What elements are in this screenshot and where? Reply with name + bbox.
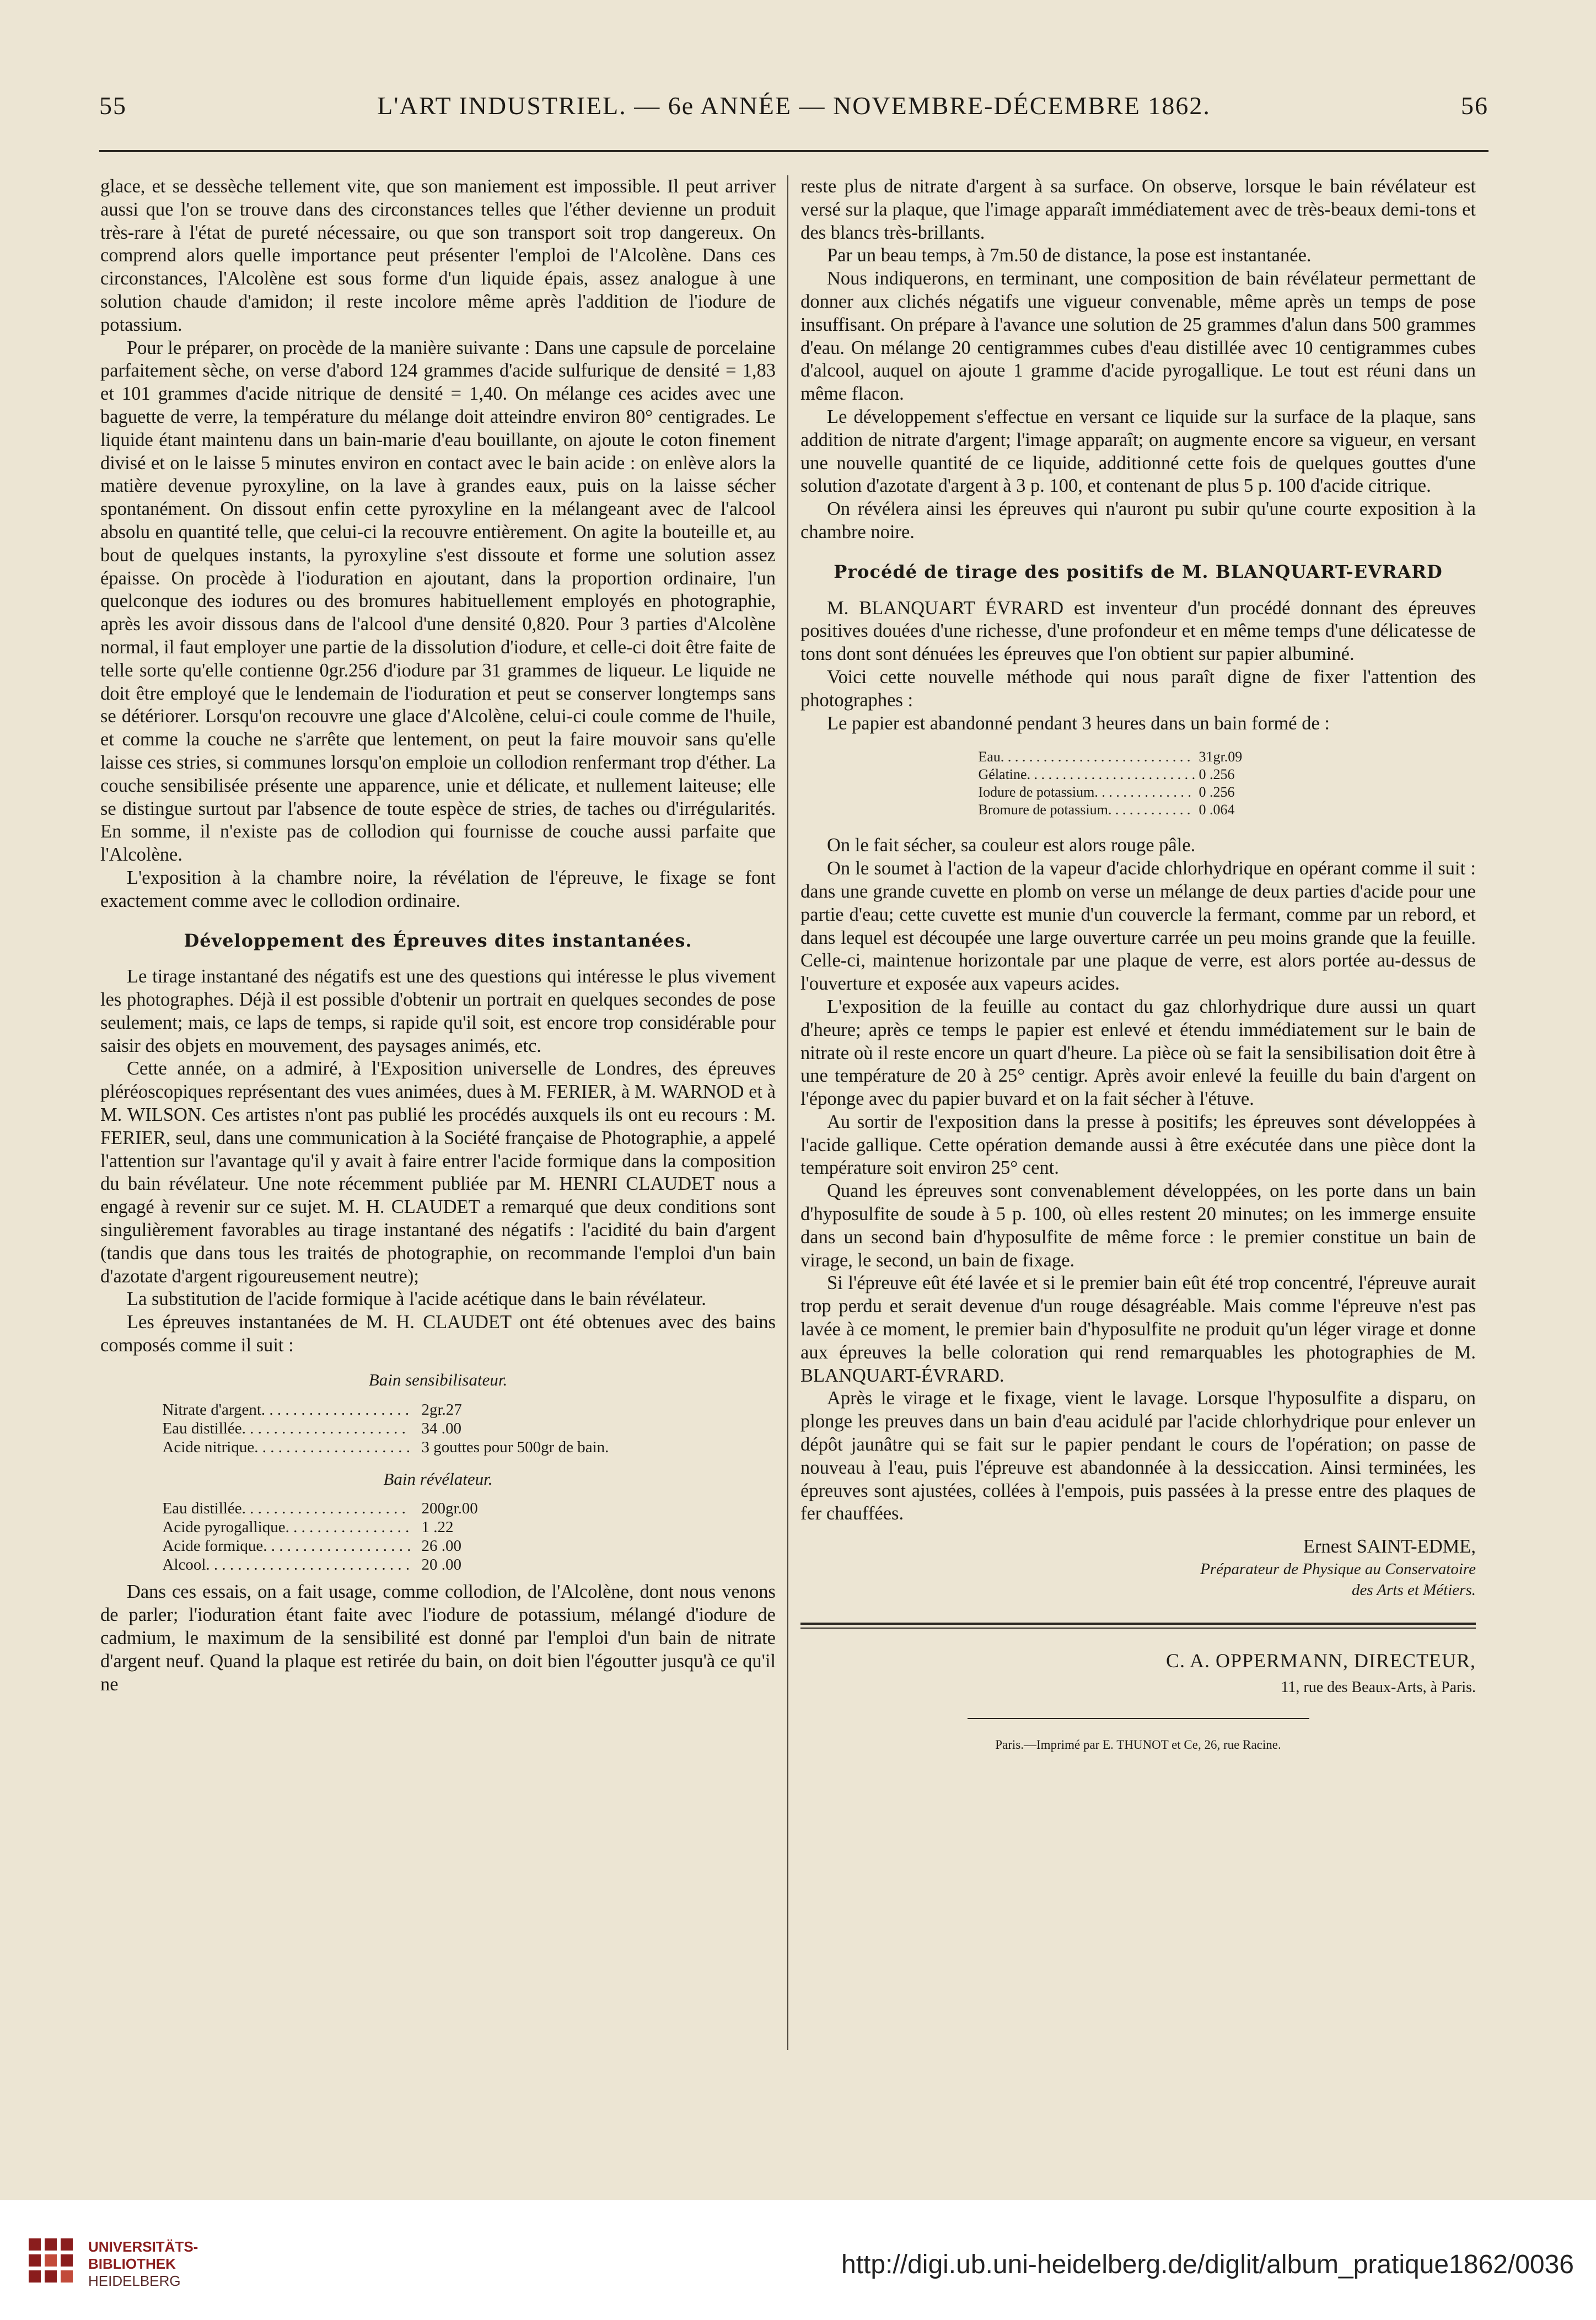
paragraph: Si l'épreuve eût été lavée et si le premier bain eût été trop concentré, l'épreuve aurait trop perdu et serait devenue d'un rouge désagréable. Mais comme l'épreuve n'est pas lavée à ce moment, le premier bain d'hyposulfite ne produit qu'un léger virage et donne aux épreuves la belle coloration qui rend remarquables les photographies de M. BLANQUART-ÉVRARD. [800, 1272, 1476, 1386]
author-name: Ernest SAINT-EDME, [1303, 1536, 1476, 1558]
rule [968, 1718, 1309, 1719]
recipe-title: Bain sensibilisateur. [368, 1370, 508, 1389]
recipe-row: Gélatine. . . . . . . . . . . . . . . . . . . . . . . . 0 .256 [978, 766, 1235, 783]
author-role: Préparateur de Physique au Conservatoire [1200, 1560, 1476, 1578]
column-divider [787, 175, 788, 2050]
recipe-table [163, 1400, 714, 1457]
paragraph: Dans ces essais, on a fait usage, comme collodion, de l'Alcolène, dont nous venons de parler; l'ioduration étant faite avec l'iodure de potassium, mélangé d'iodure de cadmium, le maximum de la sensibilité est donné par l'emploi d'un bain de nitrate d'argent neuf. Quand la plaque est retirée du bain, on doit bien l'égoutter jusqu'à ce qu'il ne [100, 1581, 776, 1695]
digitization-footer [0, 2200, 1596, 2320]
paragraph: reste plus de nitrate d'argent à sa surface. On observe, lorsque le bain révélateur est versé sur la plaque, que l'image apparaît immédiatement avec de très-beaux demi-tons et des blancs très-brillants. [800, 176, 1476, 243]
printer-line: Paris.—Imprimé par E. THUNOT et Ce, 26, rue Racine. [995, 1737, 1281, 1752]
paragraph: glace, et se dessèche tellement vite, que son maniement est impossible. Il peut arriver aussi que l'on se trouve dans des circonstances telles que l'éther devienne un produit très-rare à l'état de pureté nécessaire, ou que son transport soit trop dangereux. On comprend alors quelle importance peut présenter l'emploi de l'Alcolène. Dans ces circonstances, l'Alcolène est sous forme d'un liquide épais, assez analogue à une solution chaude d'amidon; il reste incolore même après l'addition de l'iodure de potassium. [100, 176, 776, 335]
paragraph: Cette année, on a admiré, à l'Exposition universelle de Londres, des épreuves pléréoscopiques représentant des vues animées, dues à M. FERIER, à M. WARNOD et à M. WILSON. Ces artistes n'ont pas publié les procédés auxquels ils ont eu recours : M. FERIER, seul, dans une communication à la Société française de Photographie, a appelé l'attention sur l'avantage qu'il y avait à faire entrer l'acide formique dans la composition du bain révélateur. Une note récemment publiée par M. HENRI CLAUDET nous a engagé à revenir sur ce sujet. M. H. CLAUDET a remarqué que deux conditions sont singulièrement favorables au tirage instantané des négatifs : l'acidité du bain d'argent (tandis que dans tous les traités de photographie, on recommande l'emploi d'un bain d'azotate d'argent rigoureusement neutre); [100, 1058, 776, 1287]
paragraph: Le développement s'effectue en versant ce liquide sur la surface de la plaque, sans addition de nitrate d'argent; l'image apparaît; on augmente encore sa vigueur, en versant une nouvelle quantité de ce liquide, additionné cette fois de quelques gouttes d'une solution d'azotate d'argent à 3 p. 100, et contenant de plus 5 p. 100 d'acide citrique. [800, 406, 1476, 497]
paragraph: Après le virage et le fixage, vient le lavage. Lorsque l'hyposulfite a disparu, on plonge les preuves dans un bain d'eau acidulé par l'acide chlorhydrique pour enlever un dépôt jaunâtre qui se fait sur le papier pendant le cours de l'opération; on passe de nouveau à l'eau, puis l'épreuve est abandonnée à la dessiccation. Ainsi terminées, les épreuves sont ajustées, collées à l'empois, puis passées à la presse entre des plaques de fer chauffées. [800, 1388, 1476, 1524]
signature-block [800, 1535, 1476, 1601]
paragraph: L'exposition à la chambre noire, la révélation de l'épreuve, le fixage se font exactement comme avec le collodion ordinaire. [100, 867, 776, 911]
double-rule [800, 1623, 1476, 1629]
recipe-row: Eau distillée. . . . . . . . . . . . . . . . . . . . . 34 .00 [162, 1419, 461, 1437]
recipe-title: Bain révélateur. [383, 1469, 493, 1489]
recipe-table [896, 748, 1381, 819]
paragraph: Nous indiquerons, en terminant, une composition de bain révélateur permettant de donner aux clichés négatifs une vigueur convenable, même après un temps de pose insuffisant. On prépare à l'avance une solution de 25 grammes d'alun dans 500 grammes d'eau. On mélange 20 centigrammes cubes d'eau distillée avec 10 centigrammes cubes d'alcool, auquel on ajoute 1 gramme d'acide pyrogallique. Le tout est réuni dans un même flacon. [800, 268, 1476, 405]
right-column [800, 175, 1476, 1756]
recipe-table [163, 1499, 714, 1574]
paragraph: Au sortir de l'exposition dans la presse à positifs; les épreuves sont développées à l'acide gallique. Cette opération demande aussi à être exécutée dans une pièce dont la température soit environ 25° cent. [800, 1111, 1476, 1179]
recipe-row: Iodure de potassium. . . . . . . . . . . . . . 0 .256 [978, 784, 1235, 801]
publisher-address: 11, rue des Beaux-Arts, à Paris. [1281, 1678, 1476, 1696]
page-number-right: 56 [1461, 92, 1488, 120]
recipe-row: Acide nitrique. . . . . . . . . . . . . . . . . . . . 3 gouttes pour 500gr de bain. [162, 1438, 609, 1456]
paragraph: On révélera ainsi les épreuves qui n'auront pu subir qu'une courte exposition à la chambre noire. [800, 498, 1476, 543]
running-header [99, 91, 1488, 130]
paragraph: La substitution de l'acide formique à l'acide acétique dans le bain révélateur. [127, 1288, 706, 1310]
recipe-row: Nitrate d'argent. . . . . . . . . . . . . . . . . . . 2gr.27 [162, 1400, 462, 1419]
recipe-row: Eau distillée. . . . . . . . . . . . . . . . . . . . . 200gr.00 [162, 1500, 478, 1518]
publisher-name: C. A. OPPERMANN, DIRECTEUR, [1165, 1650, 1476, 1672]
paragraph: L'exposition de la feuille au contact du gaz chlorhydrique dure aussi un quart d'heure; après ce temps le papier est enlevé et étendu immédiatement sur le bain de nitrate où il reste encore un quart d'heure. La pièce où se fait la sensibilisation doit être à une température de 20 à 25° centigr. Après avoir enlevé la feuille du bain d'argent on l'éponge avec du papier buvard et on la fait sécher à l'étuve. [800, 996, 1476, 1110]
university-library-logo-icon [23, 2233, 78, 2288]
source-url-link[interactable]: http://digi.ub.uni-heidelberg.de/diglit/album_pratique1862/0036 [841, 2250, 1574, 2279]
paragraph: Le papier est abandonné pendant 3 heures dans un bain formé de : [827, 712, 1330, 734]
paragraph: On le fait sécher, sa couleur est alors rouge pâle. [827, 835, 1196, 856]
header-rule [99, 150, 1488, 152]
author-role: des Arts et Métiers. [1352, 1581, 1476, 1599]
recipe-row: Acide formique. . . . . . . . . . . . . . . . . . . 26 .00 [162, 1537, 461, 1555]
paragraph: Par un beau temps, à 7m.50 de distance, la pose est instantanée. [827, 245, 1312, 266]
paragraph: Pour le préparer, on procède de la manière suivante : Dans une capsule de porcelaine parfaitement sèche, on verse d'abord 124 grammes d'acide sulfurique de densité = 1,83 et 101 grammes d'acide nitrique de densité = 1,40. On mélange ces acides avec une baguette de verre, la température du mélange doit atteindre environ 80° centigrades. Le liquide étant maintenu dans un bain-marie d'eau bouillante, on ajoute le coton finement divisé et on le laisse 5 minutes environ en contact avec le bain acide : on enlève alors la matière devenue pyroxyline, on la lave à grandes eaux, puis on la laisse sécher spontanément. On dissout enfin cette pyroxyline en la mélangeant avec de l'alcool absolu en quantité telle, que celui-ci la recouvre entièrement. On agite la bouteille et, au bout de quelques instants, la pyroxyline s'est dissoute et forme une solution assez épaisse. On procède à l'ioduration en ajoutant, dans la proportion ordinaire, l'un quelconque des iodures ou des bromures habituellement employés en photographie, après les avoir dissous dans de l'alcool d'une densité 0,820. Pour 3 parties d'Alcolène normal, il faut employer une partie de la dissolution d'iodure, et celle-ci doit être faite de telle sorte qu'elle contienne 0gr.256 d'iodure par 31 grammes de liqueur. Le liquide ne doit être employé que le lendemain de l'ioduration et peut se conserver longtemps sans se détériorer. Lorsqu'on recouvre une glace d'Alcolène, celui-ci coule comme de l'huile, et comme la couche ne s'arrête que lentement, on peut la faire mouvoir sans qu'elle laisse ces stries, si communes lorsqu'on emploie un collodion renfermant trop d'éther. La couche sensibilisée présente une apparence, unie et délicate, et nullement laiteuse; elle se distingue surtout par l'absence de toute espèce de stries, de taches ou d'irrégularités. En somme, il n'existe pas de collodion qui fournisse de couche aussi parfaite que l'Alcolène. [100, 337, 776, 866]
recipe-row: Acide pyrogallique. . . . . . . . . . . . . . . . 1 .22 [162, 1518, 454, 1537]
running-title: L'ART INDUSTRIEL. — 6e ANNÉE — NOVEMBRE-DÉCEMBRE 1862. [377, 92, 1211, 120]
paragraph: On le soumet à l'action de la vapeur d'acide chlorhydrique en opérant comme il suit : dans une grande cuvette en plomb on verse un mélange de deux parties d'acide pour une partie d'eau; cette cuvette est munie d'un couvercle la fermant, comme par un rebord, et dans lequel est découpée une large ouverture carrée un peu moins grande que la feuille. Celle-ci, maintenue horizontale par une plaque de verre, est alors portée au-dessus de l'ouverture et exposée aux vapeurs acides. [800, 858, 1476, 995]
paragraph: Les épreuves instantanées de M. H. CLAUDET ont été obtenues avec des bains composés comme il suit : [100, 1312, 776, 1356]
recipe-row: Eau. . . . . . . . . . . . . . . . . . . . . . . . . . . 31gr.09 [978, 749, 1243, 765]
left-column [100, 175, 776, 1696]
page-number-left: 55 [99, 92, 127, 120]
paragraph: Le tirage instantané des négatifs est une des questions qui intéresse le plus vivement les photographes. Déjà il est possible d'obtenir un portrait en quelques secondes de pose seulement; mais, ce laps de temps, si rapide qu'il soit, est encore trop considérable pour saisir des objets en mouvement, des paysages animés, etc. [100, 966, 776, 1056]
section-title: Procédé de tirage des positifs de M. BLANQUART-EVRARD [834, 561, 1443, 582]
library-name: UNIVERSITÄTS- BIBLIOTHEK HEIDELBERG [88, 2238, 198, 2289]
paragraph: Quand les épreuves sont convenablement développées, on les porte dans un bain d'hyposulfite de soude à 5 p. 100, où elles restent 20 minutes; on les immerge ensuite dans un second bain d'hyposulfite de même force : le premier constitue un bain de virage, le second, un bain de fixage. [800, 1180, 1476, 1271]
paragraph: Voici cette nouvelle méthode qui nous paraît digne de fixer l'attention des photographes : [800, 666, 1476, 711]
recipe-row: Alcool. . . . . . . . . . . . . . . . . . . . . . . . . . 20 .00 [162, 1556, 461, 1574]
section-title: Développement des Épreuves dites instantanées. [184, 930, 692, 951]
recipe-row: Bromure de potassium. . . . . . . . . . . . 0 .064 [978, 802, 1235, 818]
paragraph: M. BLANQUART ÉVRARD est inventeur d'un procédé donnant des épreuves positives douées d'une richesse, d'une profondeur et en même temps d'une délicatesse de tons dont sont dénuées les épreuves que l'on obtient sur papier albuminé. [800, 597, 1476, 665]
